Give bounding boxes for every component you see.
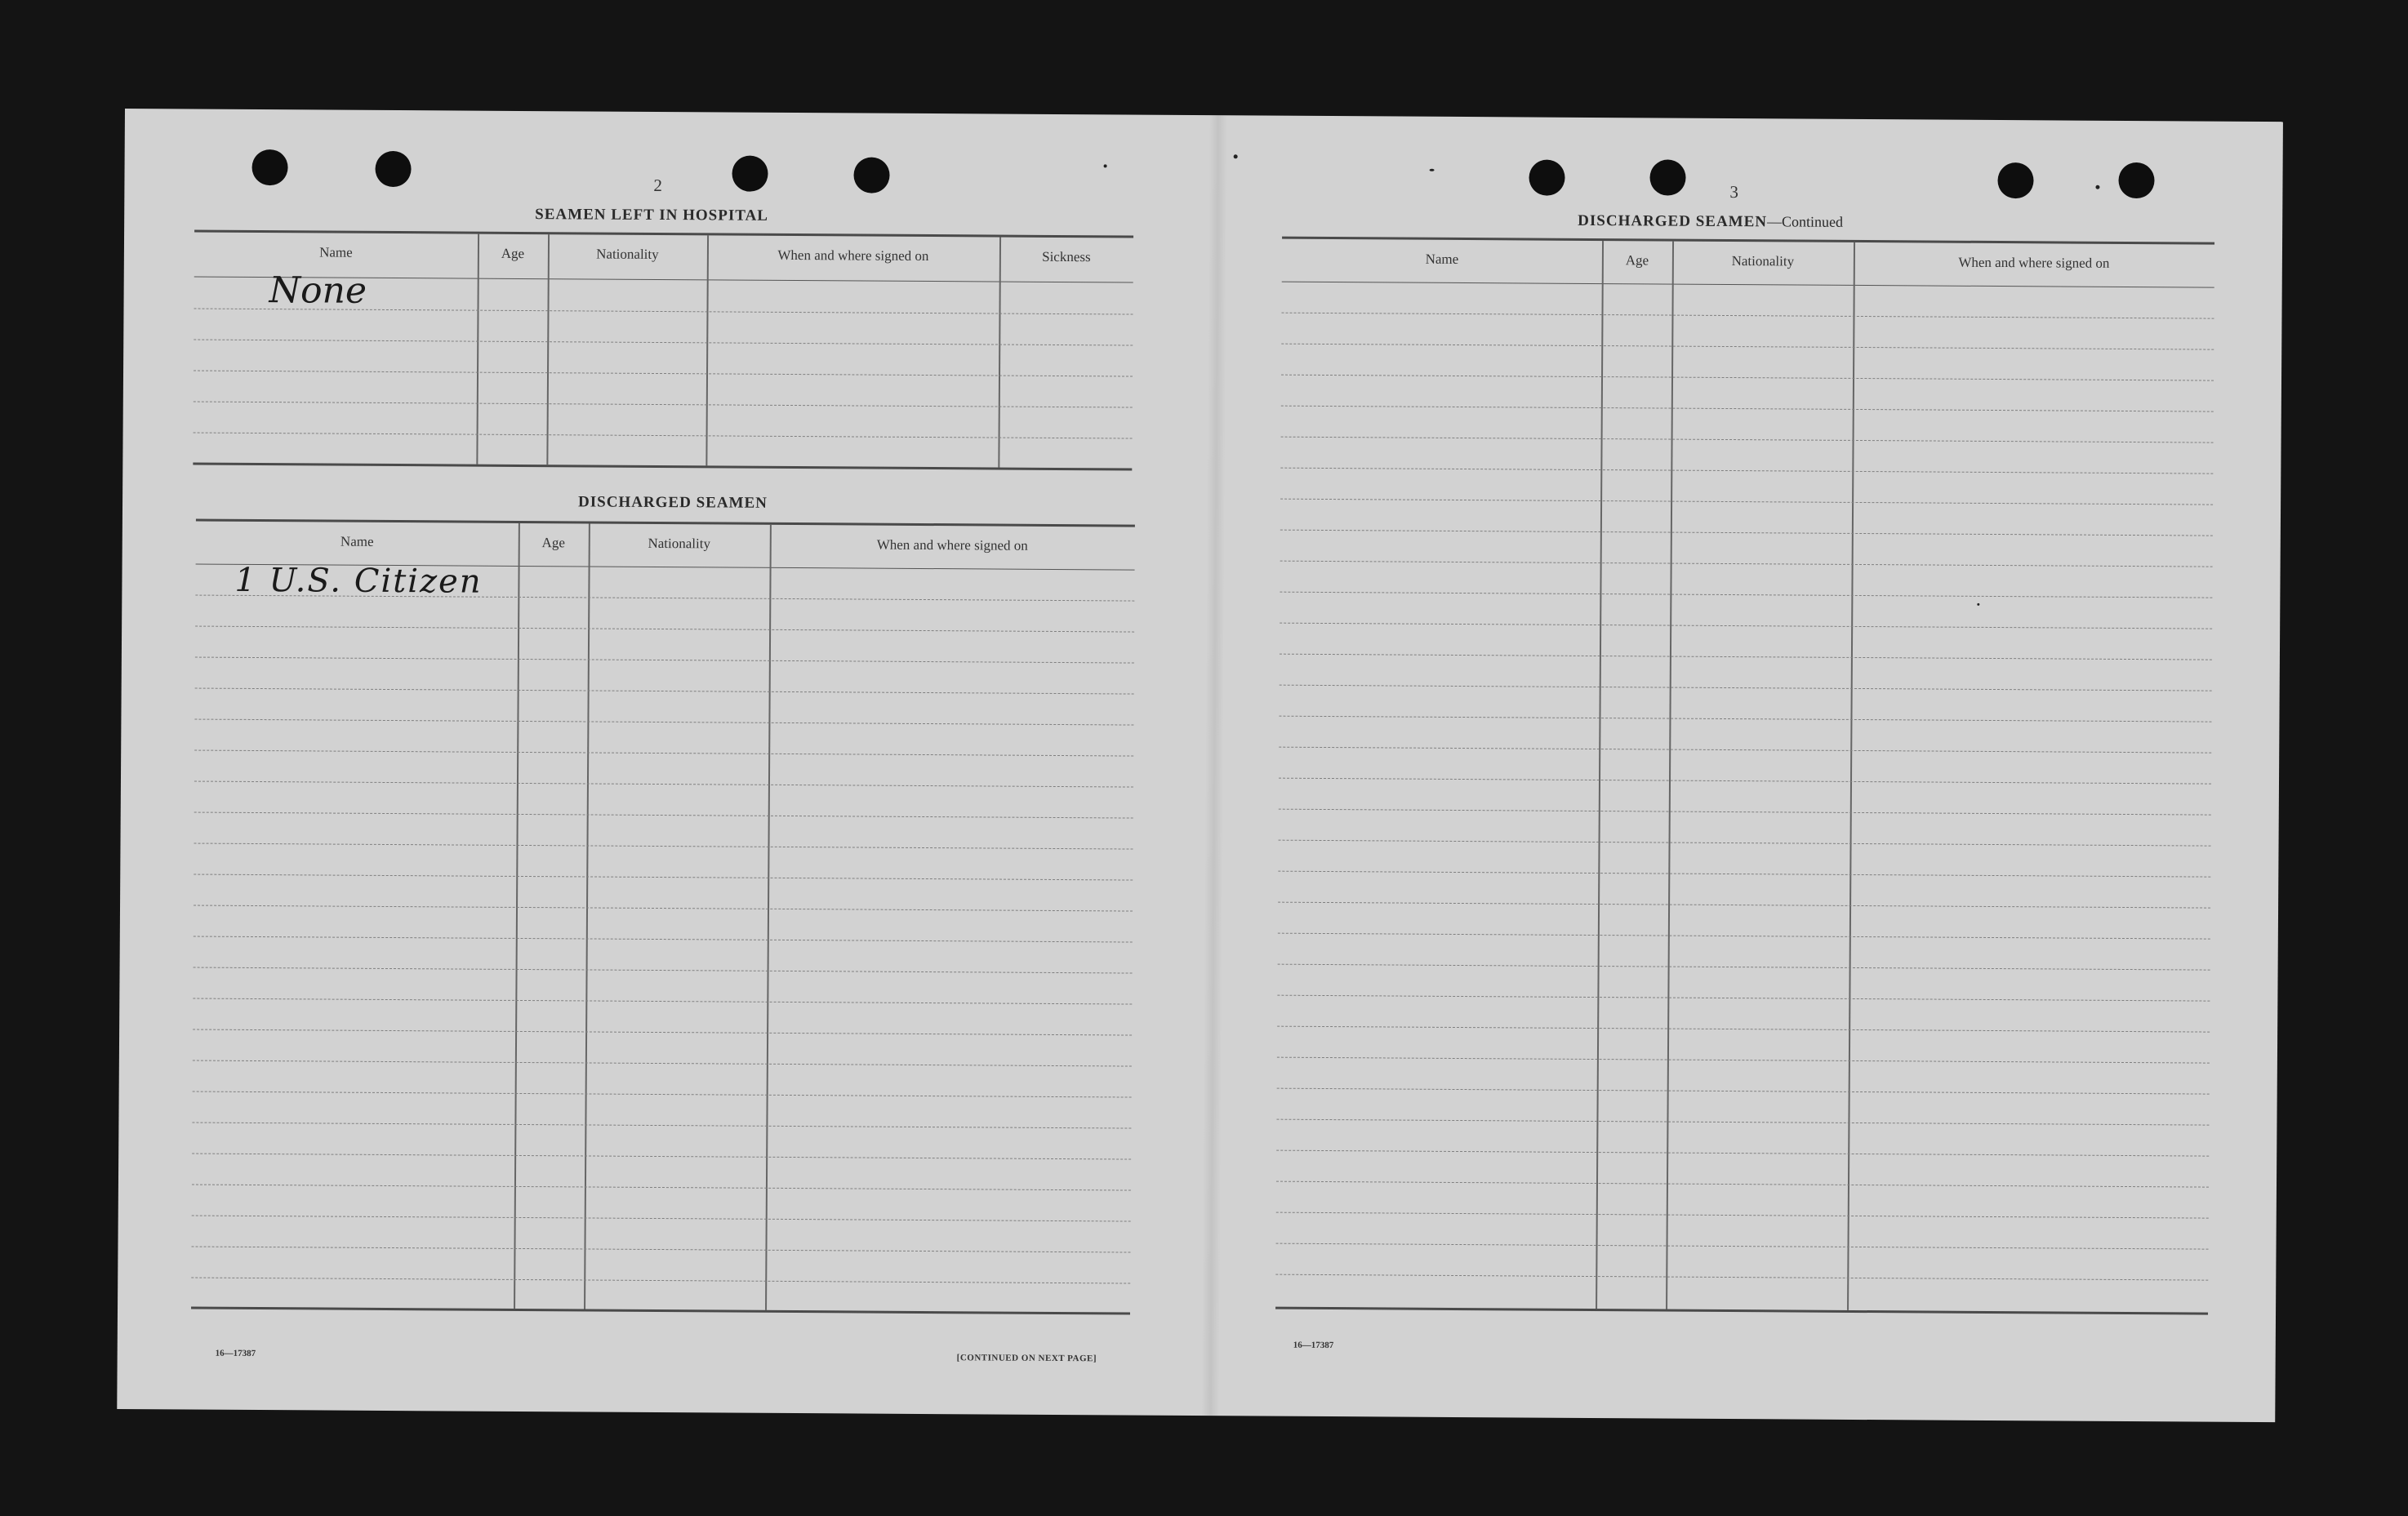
column-divider (1847, 242, 1854, 1310)
row-rule (1278, 902, 2210, 909)
punch-hole (853, 157, 889, 193)
column-header-age: Age (501, 245, 525, 261)
row-rule (1279, 840, 2211, 847)
continued-title-suffix: —Continued (1766, 213, 1844, 230)
page-number-right: 3 (1729, 182, 1738, 202)
hospital-entry-handwriting: None (269, 269, 367, 312)
page-number-left: 2 (653, 175, 663, 196)
column-header-name: Name (340, 533, 374, 549)
row-rule (194, 719, 1133, 726)
column-divider (705, 235, 708, 465)
column-divider (765, 525, 771, 1310)
row-rule (1277, 995, 2210, 1002)
row-rule (194, 781, 1133, 788)
column-header-nationality: Nationality (1731, 253, 1795, 269)
column-divider (584, 523, 590, 1309)
row-rule (1278, 871, 2210, 878)
row-rule (1278, 933, 2210, 940)
row-rule (1277, 1026, 2210, 1033)
column-divider (998, 238, 1000, 468)
column-header-age: Age (541, 535, 565, 551)
row-rule (1281, 375, 2214, 381)
ledger-sheet (117, 109, 2283, 1422)
column-header-name: Name (319, 244, 353, 260)
punch-hole (251, 149, 287, 185)
scan-speck (1430, 169, 1435, 171)
row-rule (193, 998, 1132, 1005)
continued-section-title (1578, 212, 1843, 232)
row-rule (1277, 1088, 2210, 1095)
column-header-signed-on: When and where signed on (876, 536, 1028, 553)
punch-hole (1649, 159, 1685, 195)
row-rule (1280, 623, 2212, 629)
row-rule (193, 1091, 1132, 1098)
row-rule (194, 905, 1133, 912)
row-rule (1281, 406, 2214, 412)
row-rule (191, 1247, 1130, 1253)
row-rule (191, 1278, 1130, 1284)
discharged-table (191, 519, 1135, 1315)
row-rule (1279, 809, 2211, 816)
discharged-section-title: DISCHARGED SEAMEN (578, 493, 768, 512)
row-rule (1280, 654, 2212, 660)
row-rule (1277, 1057, 2210, 1064)
column-header-nationality: Nationality (596, 246, 659, 262)
row-rule (1281, 344, 2214, 350)
row-rule (192, 1123, 1131, 1129)
row-rule (1281, 437, 2214, 443)
column-header-sickness: Sickness (1042, 248, 1091, 265)
row-rule (194, 750, 1133, 757)
row-rule (194, 433, 1133, 439)
row-rule (194, 402, 1133, 408)
row-rule (194, 371, 1133, 377)
column-divider (546, 234, 549, 465)
row-rule (1279, 716, 2211, 722)
row-rule (192, 1154, 1131, 1160)
column-divider (476, 234, 478, 465)
row-rule (1279, 778, 2211, 785)
column-header-name: Name (1425, 251, 1459, 267)
row-rule (195, 657, 1134, 664)
scan-speck (1977, 603, 1979, 606)
row-rule (1276, 1212, 2209, 1219)
row-rule (195, 626, 1134, 633)
discharged-entry-handwriting: 1 U.S. Citizen (234, 561, 483, 601)
row-rule (1275, 1274, 2208, 1281)
row-rule (195, 688, 1134, 695)
row-rule (1280, 592, 2212, 598)
row-rule (194, 874, 1133, 881)
continued-title-main: DISCHARGED SEAMEN (1578, 211, 1768, 231)
hospital-table (193, 230, 1133, 471)
punch-hole (2118, 162, 2154, 198)
form-code-right: 16—17387 (1293, 1340, 1334, 1351)
row-rule (194, 936, 1133, 943)
row-rule (1278, 964, 2210, 971)
row-rule (194, 843, 1133, 850)
row-rule (192, 1185, 1131, 1191)
punch-hole (375, 151, 411, 187)
row-rule (1276, 1243, 2209, 1250)
row-rule (1281, 313, 2214, 319)
column-divider (1666, 242, 1673, 1309)
row-rule (1280, 468, 2213, 474)
scan-speck (1104, 164, 1107, 167)
scan-speck (1234, 154, 1238, 158)
punch-hole (1529, 160, 1565, 196)
row-rule (1279, 747, 2211, 754)
center-fold (1201, 115, 1227, 1416)
row-rule (193, 1060, 1132, 1067)
row-rule (193, 1029, 1132, 1036)
discharged-continued-table (1275, 237, 2214, 1315)
row-rule (194, 340, 1133, 346)
row-rule (1280, 530, 2213, 536)
row-rule (1276, 1181, 2209, 1188)
column-header-signed-on: When and where signed on (1958, 254, 2110, 271)
row-rule (1280, 561, 2213, 567)
column-header-nationality: Nationality (648, 535, 711, 552)
column-divider (514, 523, 519, 1309)
column-header-age: Age (1625, 252, 1649, 269)
row-rule (192, 1216, 1131, 1222)
row-rule (194, 812, 1133, 819)
punch-hole (1997, 162, 2033, 198)
hospital-section-title: SEAMEN LEFT IN HOSPITAL (535, 206, 768, 225)
row-rule (1276, 1119, 2209, 1126)
column-divider (1596, 241, 1603, 1309)
column-header-signed-on: When and where signed on (777, 247, 929, 265)
form-code-left: 16—17387 (215, 1348, 256, 1359)
row-rule (1280, 499, 2213, 505)
scan-speck (2095, 185, 2099, 189)
punch-hole (732, 156, 768, 192)
row-rule (194, 967, 1133, 974)
continued-note: [CONTINUED ON NEXT PAGE] (956, 1353, 1097, 1364)
row-rule (1276, 1150, 2209, 1157)
row-rule (1280, 685, 2212, 691)
